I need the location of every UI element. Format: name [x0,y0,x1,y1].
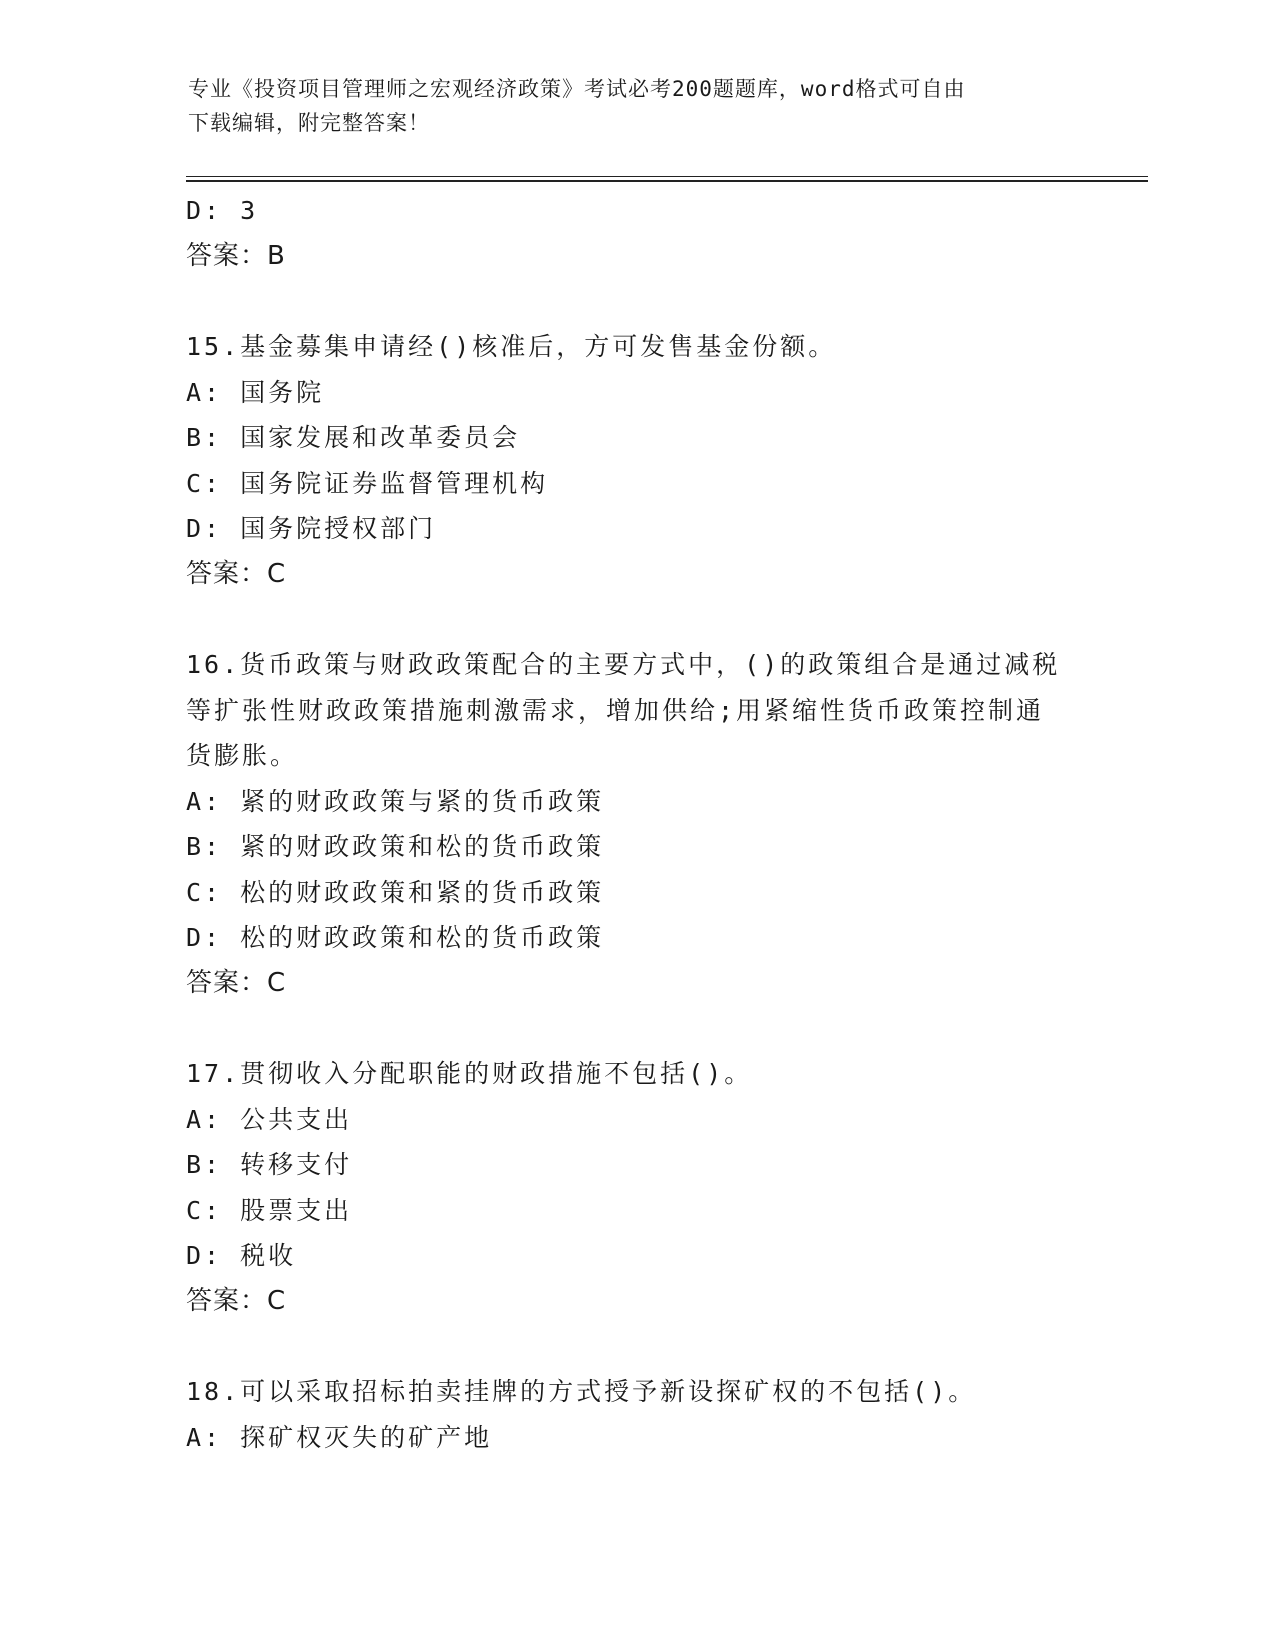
option-c: C: 股票支出 [186,1195,353,1225]
option-a: A: 国务院 [186,377,325,407]
spacer [186,1006,1086,1051]
option-a: A: 公共支出 [186,1104,353,1134]
option-d: D: 3 [186,196,259,225]
option-c: C: 松的财政政策和紧的货币政策 [186,877,605,907]
question-stem [186,1369,1086,1415]
header-line-2: 下载编辑，附完整答案！ [188,111,430,135]
question-stem-line: 等扩张性财政政策措施刺激需求，增加供给;用紧缩性货币政策控制通 [186,695,1045,725]
answer: 答案：B [186,240,286,271]
question-stem-line: 15.基金募集申请经()核准后，方可发售基金份额。 [186,332,837,361]
option-b: B: 转移支付 [186,1150,353,1179]
question-stem-line: 货膨胀。 [186,741,299,770]
question-18 [186,1369,1086,1460]
question-stem [186,1051,1086,1097]
question-stem [186,642,1086,779]
option-b: B: 紧的财政政策和松的货币政策 [186,832,605,861]
question-stem [186,324,1086,370]
option-d: D: 税收 [186,1241,297,1270]
option-a: A: 紧的财政政策与紧的货币政策 [186,786,605,816]
question-stem-line: 18.可以采取招标拍卖挂牌的方式授予新设探矿权的不包括()。 [186,1377,977,1406]
question-15 [186,324,1086,597]
question-16 [186,642,1086,1006]
question-17 [186,1051,1086,1324]
spacer [186,1324,1086,1369]
answer: 答案：C [186,967,287,998]
option-a: A: 探矿权灭失的矿产地 [186,1422,493,1452]
question-stem-line: 16.货币政策与财政政策配合的主要方式中，()的政策组合是通过减税 [186,650,1061,679]
option-c: C: 国务院证券监督管理机构 [186,468,549,498]
spacer [186,279,1086,324]
option-d: D: 松的财政政策和松的货币政策 [186,923,605,952]
option-d: D: 国务院授权部门 [186,514,437,543]
page-header [188,72,1088,140]
question-list [186,188,1086,1460]
header-line-1: 专业《投资项目管理师之宏观经济政策》考试必考200题题库，word格式可自由 [188,77,966,101]
option-b: B: 国家发展和改革委员会 [186,423,521,452]
answer: 答案：C [186,558,287,589]
question-stem-line: 17.贯彻收入分配职能的财政措施不包括()。 [186,1059,753,1088]
answer: 答案：C [186,1285,287,1316]
header-divider [186,176,1148,182]
spacer [186,597,1086,642]
